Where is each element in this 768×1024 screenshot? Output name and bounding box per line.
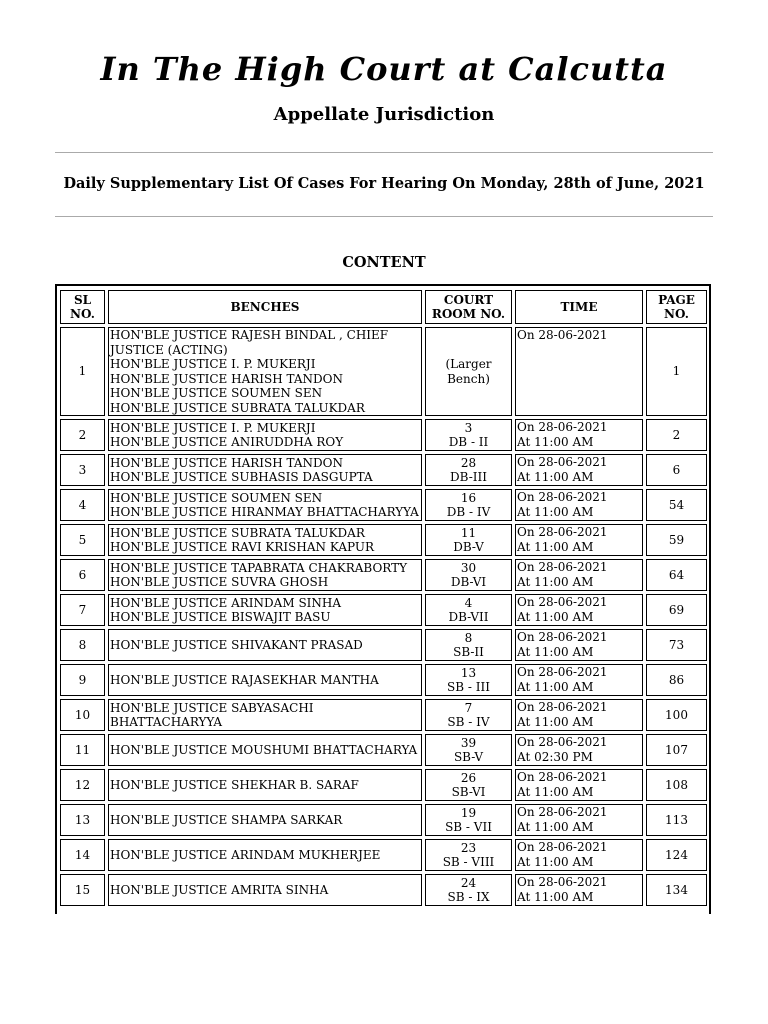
page-cell: 113 [646,804,707,836]
page-cell: 64 [646,559,707,591]
bench-judge-name: HON'BLE JUSTICE HARISH TANDON [110,371,343,386]
benches-cell [108,419,422,451]
time-line: On 28-06-2021 [517,735,608,749]
court-room-line: DB-V [453,540,484,554]
page-cell: 124 [646,839,707,871]
time-cell [515,559,643,591]
court-room-line: DB-VII [448,610,489,624]
bench-judge-name: HON'BLE JUSTICE TAPABRATA CHAKRABORTY [110,560,408,575]
sl-cell: 9 [60,664,105,696]
court-room-line: DB - IV [446,505,491,519]
court-room-cell [425,769,512,801]
bench-judge-name: HON'BLE JUSTICE I. P. MUKERJI [110,357,316,371]
bench-judge-name: HON'BLE JUSTICE BISWAJIT BASU [110,610,331,624]
court-room-cell [425,559,512,591]
court-room-cell [425,454,512,486]
table-header-row [60,290,707,324]
time-line: On 28-06-2021 [517,700,608,714]
bench-judge-name: HON'BLE JUSTICE RAJASEKHAR MANTHA [110,672,379,687]
sl-cell: 11 [60,734,105,766]
time-line: At 11:00 AM [517,469,594,484]
table-row [60,419,707,451]
benches-cell [108,594,422,626]
bench-judge-name: HON'BLE JUSTICE ARINDAM MUKHERJEE [110,847,381,862]
court-room-line: 11 [460,525,477,540]
table-row [60,874,707,906]
benches-cell [108,769,422,801]
benches-cell [108,327,422,416]
page-cell: 69 [646,594,707,626]
time-cell [515,629,643,661]
court-room-line: DB-III [450,470,487,484]
bench-judge-name: HON'BLE JUSTICE MOUSHUMI BHATTACHARYA [110,742,418,757]
time-line: On 28-06-2021 [517,630,608,644]
bench-judge-name: HON'BLE JUSTICE RAJESH BINDAL , CHIEF JUSTICE (ACTING) [110,328,389,357]
divider-top [55,152,713,153]
court-room-line: DB - II [448,435,489,449]
time-line: On 28-06-2021 [517,805,608,819]
court-room-line: 8 [464,630,473,645]
col-header-benches: BENCHES [108,290,422,324]
time-line: On 28-06-2021 [517,770,608,784]
court-room-cell [425,699,512,731]
table-row [60,559,707,591]
time-cell [515,524,643,556]
sl-cell: 3 [60,454,105,486]
content-table-frame [55,284,711,914]
table-row [60,594,707,626]
sl-cell: 6 [60,559,105,591]
sl-cell: 5 [60,524,105,556]
page-cell: 2 [646,419,707,451]
court-room-cell [425,594,512,626]
court-room-line: SB - VIII [442,855,495,869]
time-cell [515,874,643,906]
court-room-cell [425,804,512,836]
court-room-cell [425,327,512,416]
page-cell: 107 [646,734,707,766]
sl-cell: 8 [60,629,105,661]
col-header-sl: SL NO. [60,290,105,324]
court-room-cell [425,524,512,556]
time-cell [515,839,643,871]
time-line: On 28-06-2021 [517,840,608,854]
page-cell: 1 [646,327,707,416]
time-line: At 11:00 AM [517,644,594,659]
table-row [60,489,707,521]
court-room-line: 26 [460,770,477,785]
time-line: At 11:00 AM [517,609,594,624]
time-cell [515,594,643,626]
court-room-cell [425,874,512,906]
court-room-line: 4 [464,595,473,610]
divider-bottom [55,216,713,217]
benches-cell [108,874,422,906]
court-room-line: 39 [460,735,477,750]
court-title: In The High Court at Calcutta [100,50,668,88]
bench-judge-name: HON'BLE JUSTICE SUBRATA TALUKDAR [110,400,365,415]
jurisdiction-title: Appellate Jurisdiction [273,104,495,125]
time-line: On 28-06-2021 [517,560,608,574]
court-room-line: (Larger [445,357,492,371]
table-row [60,629,707,661]
time-line: On 28-06-2021 [517,875,608,889]
benches-cell [108,699,422,731]
table-row [60,524,707,556]
benches-cell [108,489,422,521]
bench-judge-name: HON'BLE JUSTICE HIRANMAY BHATTACHARYYA [110,505,419,519]
court-room-line: 7 [464,700,473,715]
time-cell [515,454,643,486]
page-cell: 134 [646,874,707,906]
court-room-line: SB-VI [451,785,486,799]
time-line: On 28-06-2021 [517,525,608,539]
court-room-line: Bench) [447,371,490,386]
list-title: Daily Supplementary List Of Cases For Hearing On Monday, 28th of June, 2021 [63,175,705,192]
content-table [57,287,710,909]
court-room-line: SB - III [447,680,490,694]
court-room-line: 30 [460,560,477,575]
table-body [60,327,707,906]
bench-judge-name: HON'BLE JUSTICE SHIVAKANT PRASAD [110,637,363,652]
bench-judge-name: HON'BLE JUSTICE SHAMPA SARKAR [110,812,343,827]
bench-judge-name: HON'BLE JUSTICE HARISH TANDON [110,455,343,470]
court-room-line: 23 [460,840,477,855]
time-line: At 11:00 AM [517,714,594,729]
benches-cell [108,524,422,556]
sl-cell: 7 [60,594,105,626]
court-room-line: 3 [464,420,473,435]
page-cell: 73 [646,629,707,661]
time-line: At 11:00 AM [517,854,594,869]
sl-cell: 2 [60,419,105,451]
page-cell: 54 [646,489,707,521]
time-line: At 11:00 AM [517,784,594,799]
time-line: On 28-06-2021 [517,328,608,342]
table-row [60,769,707,801]
table-row [60,734,707,766]
time-line: At 11:00 AM [517,574,594,589]
bench-judge-name: HON'BLE JUSTICE SUBHASIS DASGUPTA [110,470,373,484]
bench-judge-name: HON'BLE JUSTICE SHEKHAR B. SARAF [110,777,359,792]
court-room-line: DB-VI [450,575,487,589]
court-room-line: 13 [460,665,477,680]
time-cell [515,419,643,451]
sl-cell: 10 [60,699,105,731]
court-room-line: 19 [460,805,477,820]
col-header-time: TIME [515,290,643,324]
table-row [60,804,707,836]
bench-judge-name: HON'BLE JUSTICE SOUMEN SEN [110,386,323,400]
bench-judge-name: HON'BLE JUSTICE SUVRA GHOSH [110,575,329,589]
col-header-court-room: COURT ROOM NO. [425,290,512,324]
time-line: On 28-06-2021 [517,420,608,434]
court-room-cell [425,629,512,661]
bench-judge-name: HON'BLE JUSTICE SOUMEN SEN [110,490,323,505]
sl-cell: 13 [60,804,105,836]
time-line: At 11:00 AM [517,679,594,694]
sl-cell: 15 [60,874,105,906]
court-room-line: SB-II [453,645,484,659]
table-row [60,327,707,416]
table-row [60,664,707,696]
benches-cell [108,629,422,661]
table-row [60,699,707,731]
court-room-cell [425,664,512,696]
benches-cell [108,804,422,836]
time-line: At 11:00 AM [517,889,594,904]
benches-cell [108,559,422,591]
table-row [60,454,707,486]
page-cell: 100 [646,699,707,731]
sl-cell: 4 [60,489,105,521]
time-line: At 11:00 AM [517,504,594,519]
court-room-line: 16 [460,490,477,505]
time-cell [515,699,643,731]
time-cell [515,489,643,521]
time-cell [515,327,643,416]
time-line: On 28-06-2021 [517,455,608,469]
court-room-cell [425,419,512,451]
time-cell [515,769,643,801]
court-room-line: 28 [460,455,477,470]
time-cell [515,734,643,766]
col-header-page: PAGE NO. [646,290,707,324]
court-room-cell [425,489,512,521]
benches-cell [108,839,422,871]
court-room-line: SB - VII [445,820,492,834]
time-line: At 11:00 AM [517,539,594,554]
time-line: At 11:00 AM [517,434,594,449]
bench-judge-name: HON'BLE JUSTICE SUBRATA TALUKDAR [110,525,365,540]
time-line: On 28-06-2021 [517,665,608,679]
page-cell: 59 [646,524,707,556]
sl-cell: 1 [60,327,105,416]
bench-judge-name: HON'BLE JUSTICE ANIRUDDHA ROY [110,435,344,449]
benches-cell [108,664,422,696]
sl-cell: 14 [60,839,105,871]
court-room-cell [425,734,512,766]
page-cell: 108 [646,769,707,801]
benches-cell [108,454,422,486]
court-room-line: SB - IV [447,715,490,729]
bench-judge-name: HON'BLE JUSTICE AMRITA SINHA [110,882,329,897]
bench-judge-name: HON'BLE JUSTICE SABYASACHI BHATTACHARYYA [110,700,314,729]
time-cell [515,664,643,696]
page-cell: 6 [646,454,707,486]
benches-cell [108,734,422,766]
court-room-line: SB - IX [447,890,490,904]
time-line: On 28-06-2021 [517,490,608,504]
court-room-cell [425,839,512,871]
sl-cell: 12 [60,769,105,801]
time-cell [515,804,643,836]
time-line: At 02:30 PM [517,749,593,764]
court-room-line: SB-V [453,750,484,764]
bench-judge-name: HON'BLE JUSTICE RAVI KRISHAN KAPUR [110,540,374,554]
content-heading: CONTENT [342,254,426,271]
bench-judge-name: HON'BLE JUSTICE I. P. MUKERJI [110,420,316,435]
table-row [60,839,707,871]
court-room-line: 24 [460,875,477,890]
time-line: On 28-06-2021 [517,595,608,609]
page-cell: 86 [646,664,707,696]
time-line: At 11:00 AM [517,819,594,834]
bench-judge-name: HON'BLE JUSTICE ARINDAM SINHA [110,595,342,610]
